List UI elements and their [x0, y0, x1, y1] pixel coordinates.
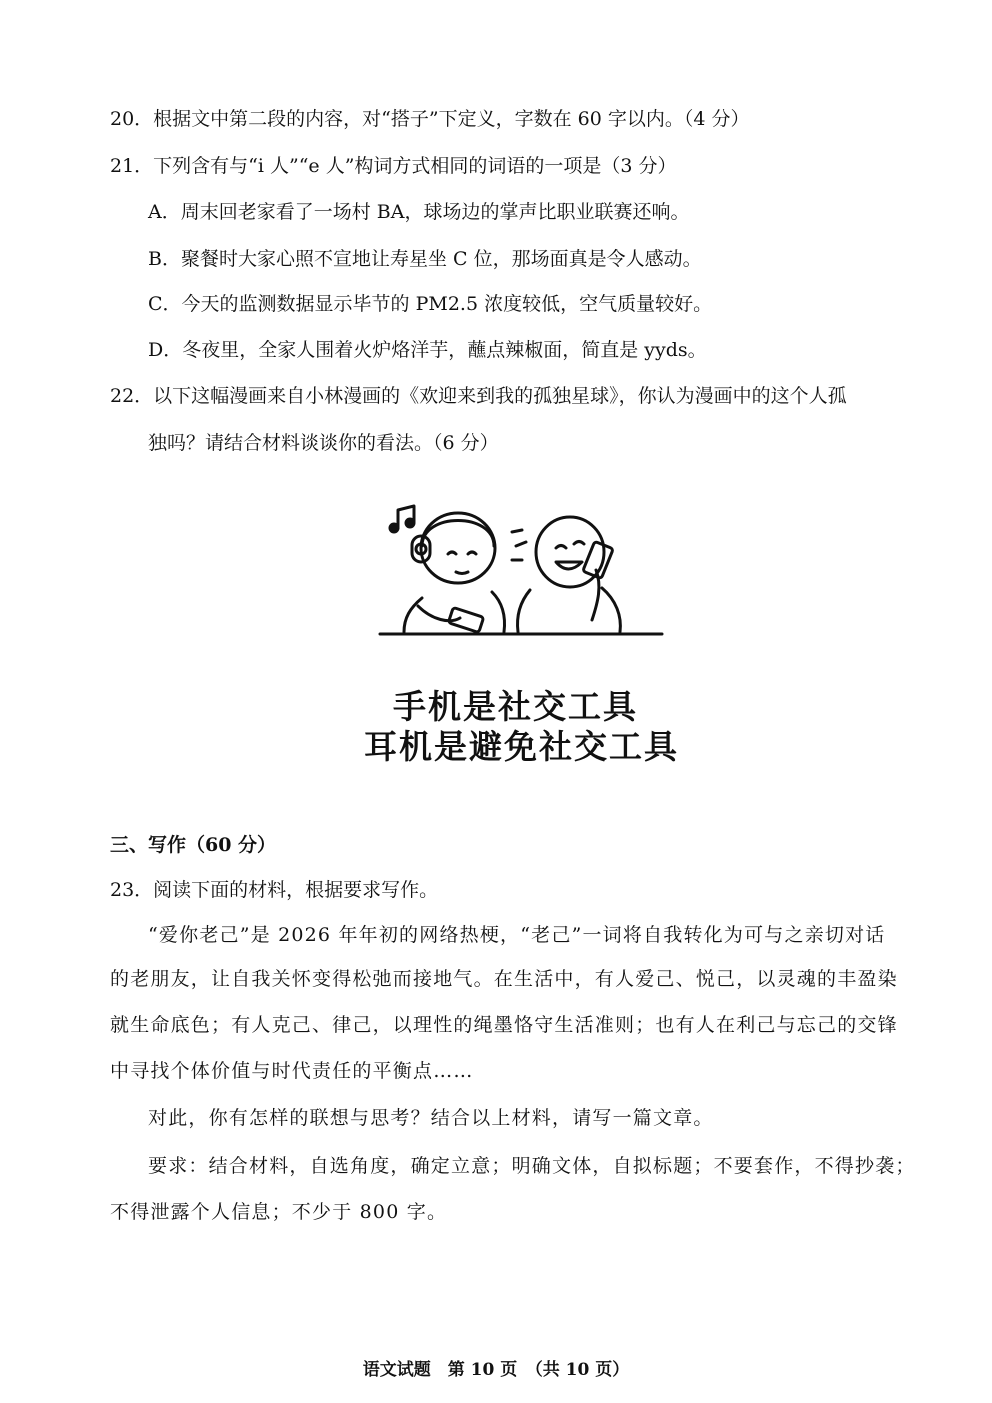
question-22-line-1: 22．以下这幅漫画来自小林漫画的《欢迎来到我的孤独星球》，你认为漫画中的这个人孤 — [110, 385, 847, 407]
q21-option-a: A．周末回老家看了一场村 BA，球场边的掌声比职业联赛还响。 — [148, 201, 690, 223]
material-line-2: 的老朋友，让自我关怀变得松弛而接地气。在生活中，有人爱己、悦己，以灵魂的丰盈染 — [110, 968, 898, 990]
q21-option-d: D．冬夜里，全家人围着火炉烙洋芋，蘸点辣椒面，简直是 yyds。 — [148, 339, 707, 361]
question-21: 21．下列含有与“i 人”“e 人”构词方式相同的词语的一项是（3 分） — [110, 155, 677, 177]
person-on-phone — [512, 517, 620, 632]
material-line-3: 就生命底色；有人克己、律己，以理性的绳墨恪守生活准则；也有人在利己与忘己的交锋 — [110, 1014, 898, 1036]
section-title-writing: 三、写作（60 分） — [110, 834, 277, 856]
music-note-icon — [390, 506, 414, 532]
question-22-line-2: 独吗？请结合材料谈谈你的看法。（6 分） — [148, 432, 499, 454]
q21-option-b: B．聚餐时大家心照不宣地让寿星坐 C 位，那场面真是令人感动。 — [148, 248, 702, 270]
material-line-1: “爱你老己”是 2026 年年初的网络热梗，“老己”一词将自我转化为可与之亲切对话 — [148, 924, 886, 946]
requirement-line-2: 不得泄露个人信息；不少于 800 字。 — [110, 1201, 448, 1223]
person-with-headphones — [404, 513, 505, 633]
q21-option-c: C．今天的监测数据显示毕节的 PM2.5 浓度较低，空气质量较好。 — [148, 293, 713, 315]
page-footer: 语文试题 第 10 页 （共 10 页） — [362, 1360, 630, 1380]
material-line-4: 中寻找个体价值与时代责任的平衡点…… — [110, 1060, 474, 1082]
question-20: 20．根据文中第二段的内容，对“搭子”下定义，字数在 60 字以内。（4 分） — [110, 108, 750, 130]
comic-illustration — [370, 490, 670, 665]
comic-caption-line-2: 耳机是避免社交工具 — [364, 727, 679, 766]
writing-prompt: 对此，你有怎样的联想与思考？结合以上材料，请写一篇文章。 — [148, 1107, 714, 1129]
requirement-line-1: 要求：结合材料，自选角度，确定立意；明确文体，自拟标题；不要套作，不得抄袭； — [148, 1155, 916, 1177]
comic-caption-line-1: 手机是社交工具 — [393, 687, 638, 726]
question-23: 23．阅读下面的材料，根据要求写作。 — [110, 879, 439, 901]
